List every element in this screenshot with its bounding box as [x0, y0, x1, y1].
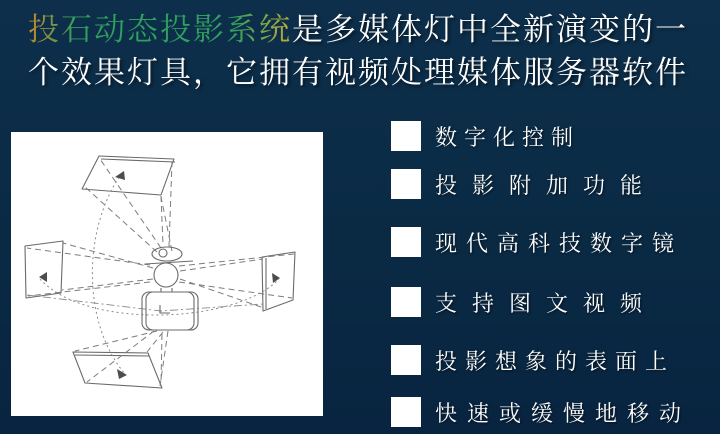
- right-projection-panel: [262, 252, 295, 311]
- bullet-list: [391, 0, 720, 434]
- projector-device: [142, 247, 198, 330]
- square-bullet-icon: [391, 121, 421, 151]
- bullet-label: 支持图文视频: [435, 290, 658, 316]
- list-item: [391, 227, 683, 257]
- list-item: [391, 287, 657, 317]
- bullet-label: 投影附加功能: [435, 172, 658, 198]
- square-bullet-icon: [391, 169, 421, 199]
- vertical-rotation-arc: [92, 173, 125, 374]
- bullet-label: 数字化控制: [435, 124, 581, 150]
- projector-body: [142, 292, 194, 330]
- yoke-sphere: [154, 263, 178, 287]
- bullet-label: 投影想象的表面上: [435, 348, 676, 374]
- top-rotation-arrow-icon: [115, 171, 125, 180]
- square-bullet-icon: [391, 287, 421, 317]
- title-highlight: 投石动态投影系统: [28, 12, 292, 47]
- bullet-label: 快速或缓慢地移动: [435, 400, 692, 426]
- list-item: [391, 121, 580, 151]
- title-line1-rest: 是多媒体灯中全新演变的一: [292, 12, 688, 47]
- list-item: [391, 345, 675, 375]
- bottom-rotation-arrow-icon: [117, 369, 127, 379]
- square-bullet-icon: [391, 345, 421, 375]
- left-rotation-arrow-icon: [39, 272, 47, 282]
- square-bullet-icon: [391, 227, 421, 257]
- square-bullet-icon: [391, 397, 421, 427]
- list-item: [391, 169, 657, 199]
- bullet-label: 现代高科技数字镜: [435, 230, 684, 256]
- left-projection-panel: [25, 241, 63, 298]
- projection-system-diagram-icon: [11, 132, 323, 416]
- slide-figure: [11, 132, 323, 416]
- title-line-2: 个效果灯具，它拥有视频处理媒体服务器软件: [28, 55, 688, 90]
- list-item: [391, 397, 691, 427]
